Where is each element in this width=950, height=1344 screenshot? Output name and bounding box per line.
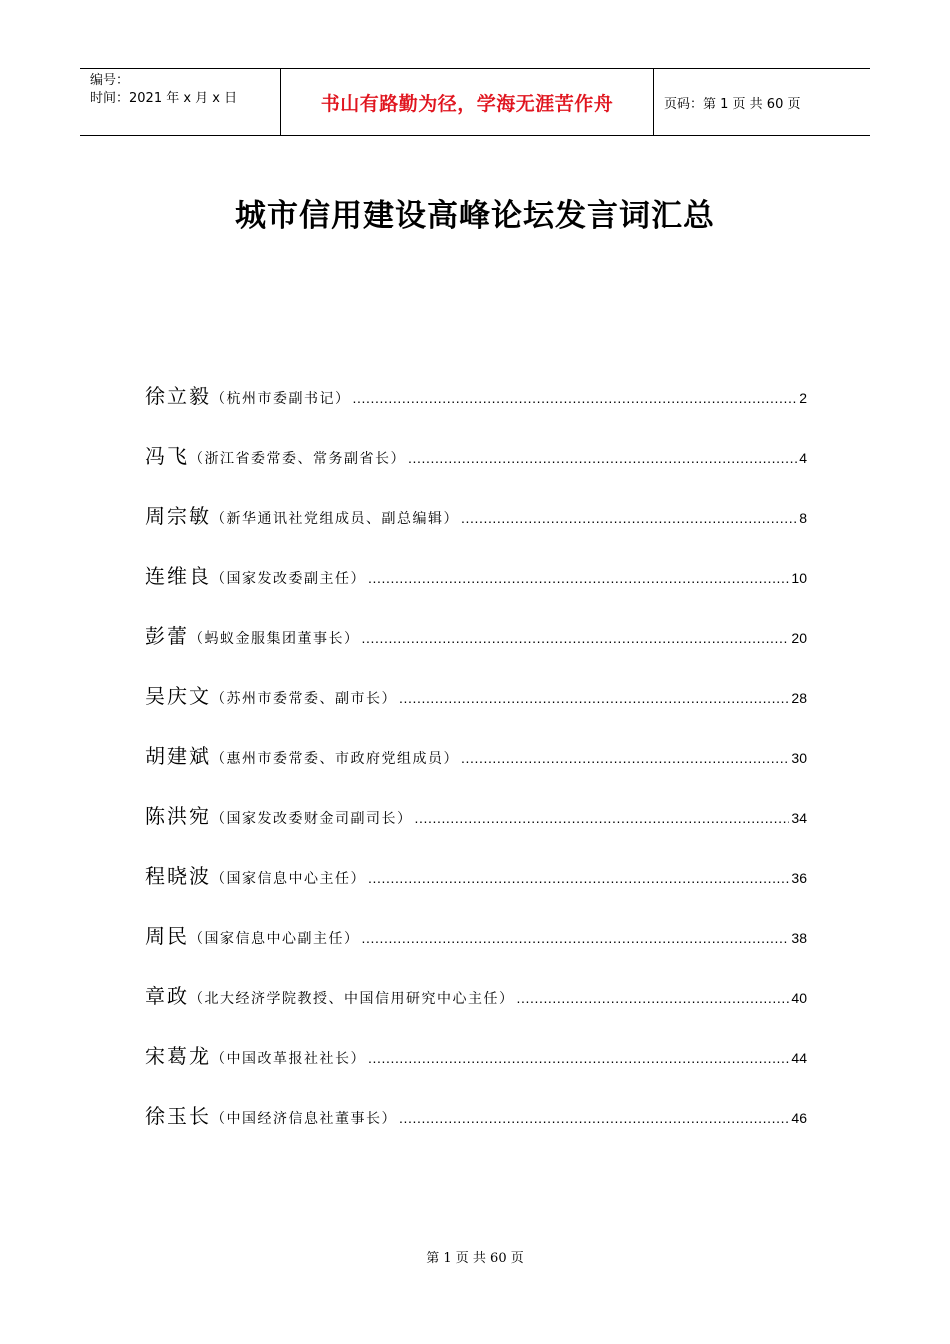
page-number: 36 <box>791 870 807 886</box>
page-number: 34 <box>791 810 807 826</box>
dot-leader <box>399 1110 789 1126</box>
toc-entry[interactable] <box>145 1040 807 1100</box>
speaker-role: （国家发改委副主任） <box>211 571 366 587</box>
page-number: 10 <box>791 570 807 586</box>
date-label: 时间：2021 年 x 月 x 日 <box>90 91 238 106</box>
speaker-name: 陈洪宛 <box>145 804 211 828</box>
speaker-name: 彭蕾 <box>145 624 189 648</box>
dot-leader <box>415 810 790 826</box>
dot-leader <box>368 870 789 886</box>
speaker-name: 周宗敏 <box>145 504 211 528</box>
toc-entry[interactable] <box>145 560 807 620</box>
speaker-role: （中国改革报社社长） <box>211 1051 366 1067</box>
speaker-role: （惠州市委常委、市政府党组成员） <box>211 751 459 767</box>
speaker-role: （国家发改委财金司副司长） <box>211 811 413 827</box>
speaker-role: （蚂蚁金服集团董事长） <box>189 631 360 647</box>
speaker-name: 吴庆文 <box>145 684 211 708</box>
dot-leader <box>362 930 790 946</box>
speaker-name: 冯飞 <box>145 444 189 468</box>
speaker-role: （新华通讯社党组成员、副总编辑） <box>211 511 459 527</box>
toc-entry[interactable] <box>145 920 807 980</box>
document-title: 城市信用建设高峰论坛发言词汇总 <box>235 198 715 234</box>
speaker-role: （北大经济学院教授、中国信用研究中心主任） <box>189 991 515 1007</box>
page-number: 30 <box>791 750 807 766</box>
toc-entry[interactable] <box>145 440 807 500</box>
speaker-name: 宋葛龙 <box>145 1044 211 1068</box>
page-number: 20 <box>791 630 807 646</box>
toc-entry[interactable] <box>145 680 807 740</box>
page-number: 2 <box>799 390 807 406</box>
dot-leader <box>368 1050 789 1066</box>
toc-entry[interactable] <box>145 620 807 680</box>
toc-entry[interactable] <box>145 800 807 860</box>
page-number: 4 <box>799 450 807 466</box>
page-number: 38 <box>791 930 807 946</box>
speaker-name: 连维良 <box>145 564 211 588</box>
dot-leader <box>353 390 798 406</box>
speaker-name: 胡建斌 <box>145 744 211 768</box>
dot-leader <box>461 510 797 526</box>
speaker-role: （国家信息中心主任） <box>211 871 366 887</box>
dot-leader <box>368 570 789 586</box>
speaker-role: （杭州市委副书记） <box>211 391 351 407</box>
toc-entry[interactable] <box>145 980 807 1040</box>
dot-leader <box>399 690 789 706</box>
page-number: 44 <box>791 1050 807 1066</box>
page-number: 8 <box>799 510 807 526</box>
toc-entry[interactable] <box>145 1100 807 1160</box>
document-header <box>80 68 870 136</box>
speaker-name: 徐立毅 <box>145 384 211 408</box>
page-number: 28 <box>791 690 807 706</box>
speaker-name: 章政 <box>145 984 189 1008</box>
table-of-contents <box>145 380 807 1160</box>
header-page-info: 页码：第 1 页 共 60 页 <box>664 96 801 112</box>
speaker-name: 周民 <box>145 924 189 948</box>
speaker-role: （中国经济信息社董事长） <box>211 1111 397 1127</box>
header-meta <box>80 69 281 135</box>
page-number: 40 <box>791 990 807 1006</box>
dot-leader <box>517 990 790 1006</box>
toc-entry[interactable] <box>145 380 807 440</box>
toc-entry[interactable] <box>145 500 807 560</box>
dot-leader <box>461 750 789 766</box>
speaker-role: （国家信息中心副主任） <box>189 931 360 947</box>
speaker-role: （浙江省委常委、常务副省长） <box>189 451 406 467</box>
speaker-name: 徐玉长 <box>145 1104 211 1128</box>
page-footer: 第 1 页 共 60 页 <box>426 1251 524 1266</box>
toc-entry[interactable] <box>145 860 807 920</box>
speaker-name: 程晓波 <box>145 864 211 888</box>
dot-leader <box>408 450 797 466</box>
page-number: 46 <box>791 1110 807 1126</box>
dot-leader <box>362 630 790 646</box>
number-label: 编号： <box>90 73 130 88</box>
speaker-role: （苏州市委常委、副市长） <box>211 691 397 707</box>
header-motto: 书山有路勤为径，学海无涯苦作舟 <box>281 69 654 135</box>
toc-entry[interactable] <box>145 740 807 800</box>
